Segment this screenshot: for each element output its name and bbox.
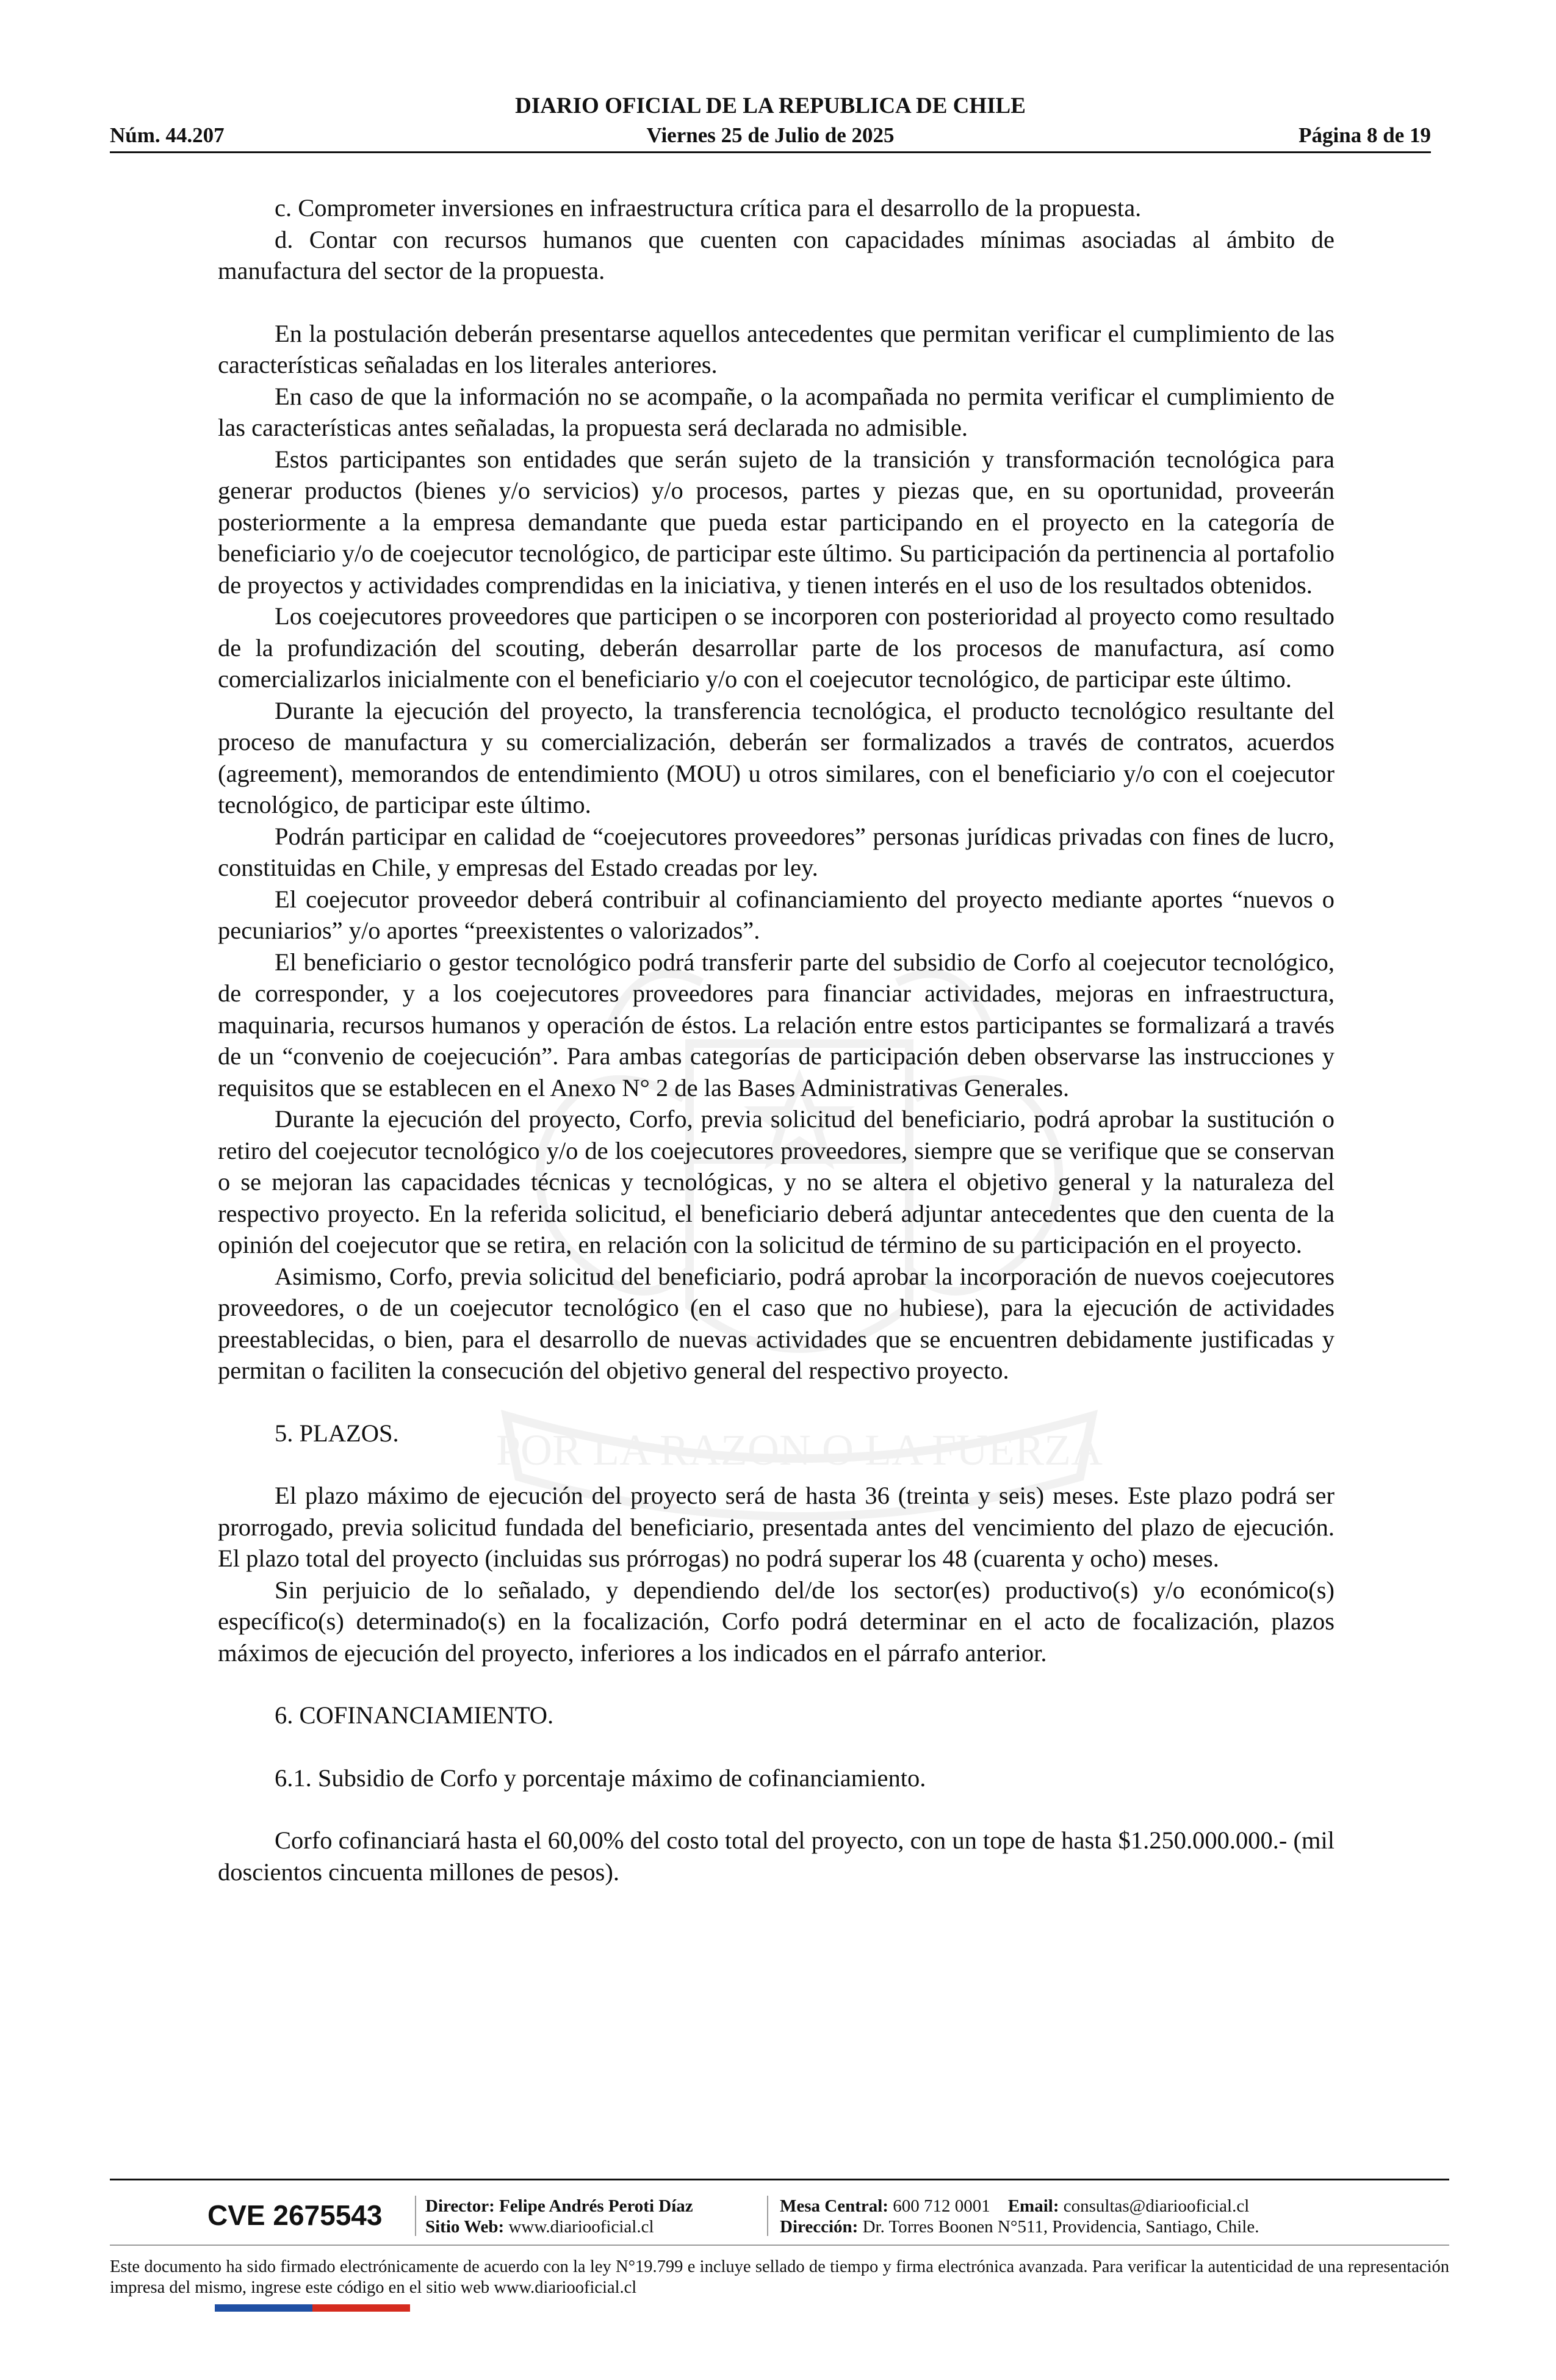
address-value: Dr. Torres Boonen N°511, Providencia, Santiago, Chile. — [862, 2217, 1259, 2237]
paragraph: El beneficiario o gestor tecnológico podrá transferir parte del subsidio de Corfo al coejecutor tecnológico, de corresponder, y a los coejecutores proveedores para financiar actividades, mejoras en infraestructura, maquinaria, recursos humanos y operación de éstos. La relación entre estos participantes se formalizará a través de un “convenio de coejecución”. Para ambas categorías de participación deben observarse las instrucciones y requisitos que se establecen en el Anexo N° 2 de las Bases Administrativas Generales. — [218, 948, 1334, 1102]
paragraph: Podrán participar en calidad de “coejecutores proveedores” personas jurídicas privadas con fines de lucro, constituidas en Chile, y empresas del Estado creadas por ley. — [218, 822, 1334, 881]
paragraph: El plazo máximo de ejecución del proyecto será de hasta 36 (treinta y seis) meses. Este plazo podrá ser prorrogado, previa solicitud fundada del beneficiario, presentada antes del vencimiento del plazo de ejecución. El plazo total del proyecto (incluidas sus prórrogas) no podrá superar los 48 (cuarenta y ocho) meses. — [218, 1482, 1334, 1572]
watermark-motto: POR LA RAZON O LA FUERZA — [495, 1426, 1103, 1474]
flag-bar-red — [312, 2304, 410, 2312]
footer-divider — [415, 2196, 416, 2236]
footer-rule — [110, 2245, 1449, 2246]
paragraph: Los coejecutores proveedores que participen o se incorporen con posterioridad al proyecto como resultado de la profundización del scouting, deberán desarrollar parte de los procesos de manufactura, así como comercializarlos inicialmente con el beneficiario y/o con el coejecutor tecnológico, de participar este último. — [218, 602, 1334, 693]
cve-code: CVE 2675543 — [207, 2199, 383, 2231]
site-label: Sitio Web: — [425, 2217, 505, 2237]
subsection-heading-subsidio: 6.1. Subsidio de Corfo y porcentaje máximo de cofinanciamiento. — [275, 1764, 926, 1792]
header-row — [110, 122, 1431, 149]
paragraph: Sin perjuicio de lo señalado, y dependiendo del/de los sector(es) productivo(s) y/o económico(s) específico(s) determinado(s) en la focalización, Corfo podrá determinar en el acto de focalización, plazos máximos de ejecución del proyecto, inferiores a los indicados en el párrafo anterior. — [218, 1576, 1334, 1667]
email-link[interactable]: consultas@diariooficial.cl — [1063, 2196, 1250, 2216]
contact-info — [780, 2196, 1259, 2237]
page-footer — [110, 2179, 1449, 2313]
address-label: Dirección: — [780, 2217, 859, 2237]
mesa-label: Mesa Central: — [780, 2196, 888, 2216]
issue-number: Núm. 44.207 — [110, 123, 225, 147]
paragraph: d. Contar con recursos humanos que cuenten con capacidades mínimas asociadas al ámbito de manufactura del sector de la propuesta. — [218, 225, 1334, 284]
paragraph: Asimismo, Corfo, previa solicitud del beneficiario, podrá aprobar la incorporación de nuevos coejecutores proveedores, o de un coejecutor tecnológico (en el caso que no hubiese), para la ejecución de actividades preestablecidas, o bien, para el desarrollo de nuevas actividades que se encuentren debidamente justificadas y permitan o faciliten la consecución del objetivo general del respectivo proyecto. — [218, 1262, 1334, 1384]
issue-date: Viernes 25 de Julio de 2025 — [646, 123, 895, 147]
email-label: Email: — [1007, 2196, 1059, 2216]
section-heading-cofinanciamiento: 6. COFINANCIAMIENTO. — [275, 1701, 554, 1729]
paragraph: El coejecutor proveedor deberá contribuir al cofinanciamiento del proyecto mediante aportes “nuevos o pecuniarios” y/o aportes “preexistentes o valorizados”. — [218, 885, 1334, 944]
footer-divider — [767, 2196, 768, 2236]
newspaper-title: DIARIO OFICIAL DE LA REPUBLICA DE CHILE — [515, 93, 1026, 118]
page-header — [110, 93, 1431, 153]
mesa-phone: 600 712 0001 — [893, 2196, 990, 2216]
paragraph: Corfo cofinanciará hasta el 60,00% del costo total del proyecto, con un tope de hasta $1.250.000.000.- (mil doscientos cincuenta millones de pesos). — [218, 1826, 1334, 1886]
paragraph: En caso de que la información no se acompañe, o la acompañada no permita verificar el cumplimiento de las características antes señaladas, la propuesta será declarada no admisible. — [218, 382, 1334, 441]
director-name: Felipe Andrés Peroti Díaz — [499, 2196, 693, 2216]
signature-note: Este documento ha sido firmado electrónicamente de acuerdo con la ley N°19.799 e incluye sellado de tiempo y firma electrónica avanzada. Para verificar la autenticidad de una representación impresa del mismo, ingrese este código en el sitio web www.diariooficial.cl — [110, 2257, 1449, 2297]
director-info — [425, 2196, 693, 2237]
paragraph: Estos participantes son entidades que serán sujeto de la transición y transformación tecnológica para generar productos (bienes y/o servicios) y/o procesos, partes y piezas que, en su oportunidad, proveerán posteriormente a la empresa demandante que pueda estar participando en el proyecto en la categoría de beneficiario y/o de coejecutor tecnológico, de participar este último. Su participación da pertinencia al portafolio de proyectos y actividades comprendidas en la iniciativa, y tienen interés en el uso de los resultados obtenidos. — [218, 445, 1334, 599]
document-body — [218, 192, 1334, 1888]
director-label: Director: — [425, 2196, 495, 2216]
flag-bar-blue — [215, 2304, 312, 2312]
page-number: Página 8 de 19 — [1298, 123, 1431, 147]
paragraph: En la postulación deberán presentarse aquellos antecedentes que permitan verificar el cumplimiento de las características señaladas en los literales anteriores. — [218, 319, 1334, 378]
section-heading-plazos: 5. PLAZOS. — [275, 1419, 399, 1447]
paragraph: Durante la ejecución del proyecto, la transferencia tecnológica, el producto tecnológico resultante del proceso de manufactura y su comercialización, deberán ser formalizados a través de contratos, acuerdos (agreement), memorandos de entendimiento (MOU) u otros similares, con el beneficiario y/o con el coejecutor tecnológico, de participar este último. — [218, 696, 1334, 818]
paragraph: Durante la ejecución del proyecto, Corfo, previa solicitud del beneficiario, podrá aprobar la sustitución o retiro del coejecutor tecnológico y/o de los coejecutores proveedores, siempre que se verifique que se conservan o se mejoran las capacidades técnicas y tecnológicas, y no se altera el objetivo general y la naturaleza del respectivo proyecto. En la referida solicitud, el beneficiario deberá adjuntar antecedentes que den cuenta de la opinión del coejecutor que se retira, en relación con la solicitud de término de su participación en el proyecto. — [218, 1105, 1334, 1258]
footer-rule — [110, 2179, 1449, 2180]
site-link[interactable]: www.diariooficial.cl — [508, 2217, 654, 2237]
paragraph: c. Comprometer inversiones en infraestructura crítica para el desarrollo de la propuesta. — [275, 194, 1142, 222]
